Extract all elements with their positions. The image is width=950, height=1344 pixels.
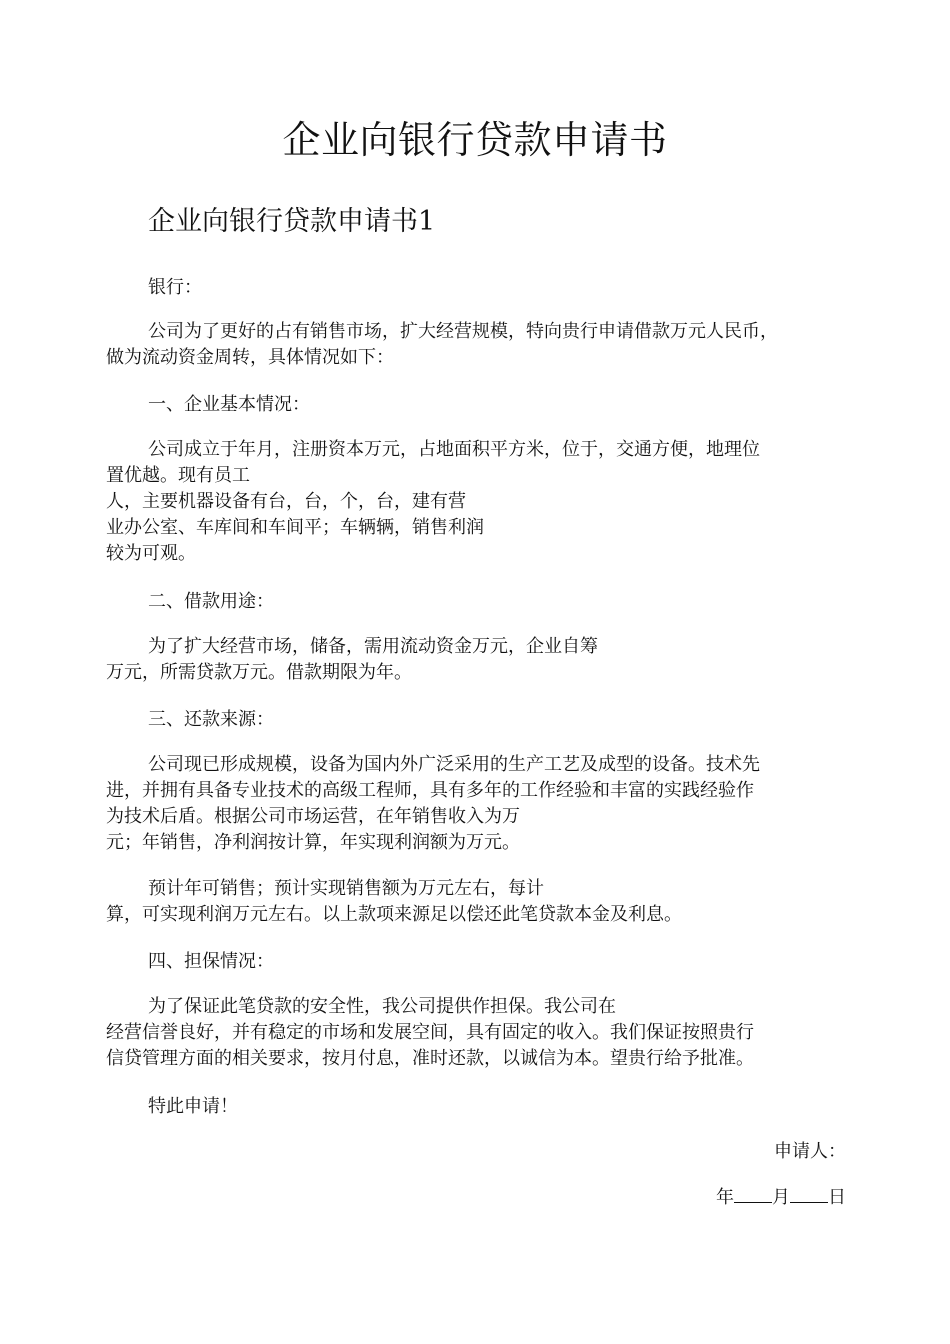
paragraph-line: 经营信誉良好，并有稳定的市场和发展空间，具有固定的收入。我们保证按照贵行 (106, 1022, 754, 1043)
section-heading-text: 二、借款用途： (148, 591, 274, 612)
section-heading-3 (106, 707, 851, 733)
paragraph-company-info (106, 437, 851, 567)
paragraph-loan-purpose (106, 634, 851, 686)
paragraph-line: 为技术后盾。根据公司市场运营，在年销售收入为万 (106, 806, 520, 827)
section-heading-1 (106, 392, 851, 418)
paragraph-line: 较为可观。 (106, 543, 196, 564)
paragraph-line: 置优越。现有员工 (106, 465, 250, 486)
section-heading-text: 三、还款来源： (148, 709, 274, 730)
paragraph-line: 预计年可销售；预计实现销售额为万元左右，每计 (148, 878, 544, 899)
section-heading-2 (106, 589, 851, 615)
document-subtitle: 企业向银行贷款申请书1 (148, 206, 436, 237)
section-heading-4 (106, 949, 851, 975)
document-title: 企业向银行贷款申请书 (282, 118, 668, 162)
salutation (106, 275, 851, 301)
paragraph-line: 为了扩大经营市场，储备，需用流动资金万元，企业自筹 (148, 636, 598, 657)
section-heading-text: 四、担保情况： (148, 951, 274, 972)
paragraph-forecast (106, 876, 851, 928)
paragraph-line: 万元，所需贷款万元。借款期限为年。 (106, 662, 412, 683)
paragraph-guarantee (106, 994, 851, 1072)
paragraph-line: 公司现已形成规模，设备为国内外广泛采用的生产工艺及成型的设备。技术先 (148, 754, 760, 775)
paragraph-line: 人，主要机器设备有台，台，个，台，建有营 (106, 491, 466, 512)
date-day-label: 日 (828, 1187, 846, 1208)
paragraph-repayment-source (106, 752, 851, 856)
paragraph-line: 信贷管理方面的相关要求，按月付息，准时还款，以诚信为本。望贵行给予批准。 (106, 1048, 754, 1069)
paragraph-line: 公司为了更好的占有销售市场，扩大经营规模，特向贵行申请借款万元人民币， (148, 321, 778, 342)
date-day-blank (790, 1184, 828, 1203)
section-heading-text: 一、企业基本情况： (148, 394, 310, 415)
salutation-text: 银行： (148, 277, 202, 298)
paragraph-line: 做为流动资金周转，具体情况如下： (106, 347, 394, 368)
paragraph-intro (106, 319, 851, 371)
date-month-blank (734, 1184, 772, 1203)
closing-text: 特此申请！ (148, 1096, 238, 1117)
paragraph-line: 算，可实现利润万元左右。以上款项来源足以偿还此笔贷款本金及利息。 (106, 904, 682, 925)
paragraph-line: 进，并拥有具备专业技术的高级工程师，具有多年的工作经验和丰富的实践经验作 (106, 780, 754, 801)
paragraph-line: 为了保证此笔贷款的安全性，我公司提供作担保。我公司在 (148, 996, 616, 1017)
paragraph-line: 元；年销售，净利润按计算，年实现利润额为万元。 (106, 832, 520, 853)
paragraph-line: 业办公室、车库间和车间平；车辆辆，销售利润 (106, 517, 484, 538)
date-line (716, 1184, 846, 1211)
date-year-label: 年 (716, 1187, 734, 1208)
applicant-signature-label: 申请人： (774, 1141, 846, 1162)
closing (106, 1094, 851, 1120)
date-month-label: 月 (772, 1187, 790, 1208)
paragraph-line: 公司成立于年月，注册资本万元，占地面积平方米，位于，交通方便，地理位 (148, 439, 760, 460)
